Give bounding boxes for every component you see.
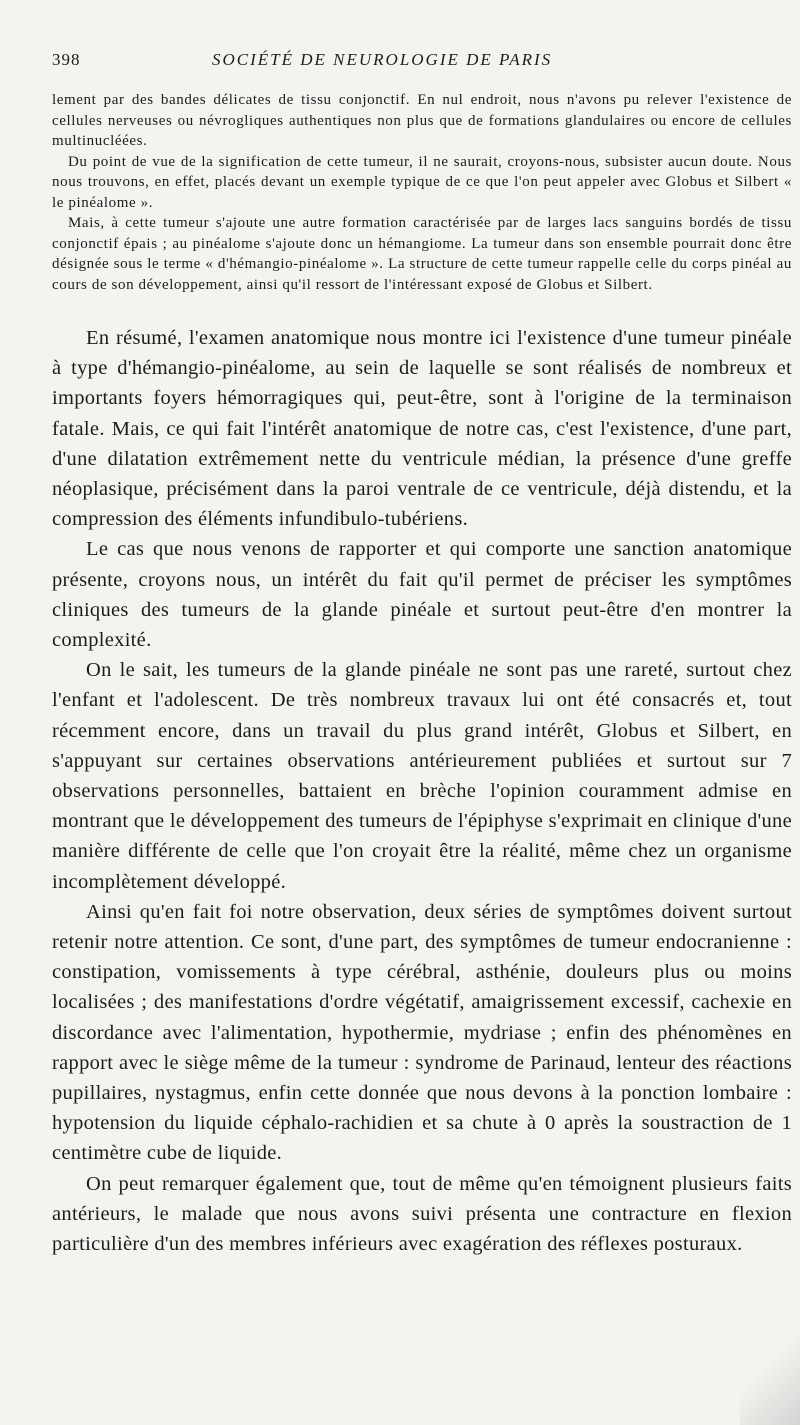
page-corner-shadow [740, 1275, 800, 1425]
page-header [52, 50, 792, 90]
main-text-section [52, 323, 792, 1259]
main-paragraph: Ainsi qu'en fait foi notre observation, deux séries de symptômes doivent surtout retenir notre attention. Ce sont, d'une part, des symptômes de tumeur endocranienne : constipation, vomissements à type cérébral, asthénie, douleurs plus ou moins localisées ; des manifestations d'ordre végétatif, amaigrissement excessif, cachexie en discordance avec l'alimentation, hypothermie, mydriase ; enfin des phénomènes en rapport avec le siège même de la tumeur : syndrome de Parinaud, lenteur des réactions pupillaires, nystagmus, enfin cette donnée que nous devons à la ponction lombaire : hypotension du liquide céphalo-rachidien et sa chute à 0 après la soustraction de 1 centimètre cube de liquide. [52, 900, 792, 1165]
small-paragraph: Du point de vue de la signification de cette tumeur, il ne saurait, croyons-nous, subsister aucun doute. Nous nous trouvons, en effet, placés devant un exemple typique de ce que l'on peut appeler avec Globus et Silbert « le pinéalome ». [52, 153, 792, 211]
small-print-section [52, 90, 792, 295]
small-paragraph: lement par des bandes délicates de tissu conjonctif. En nul endroit, nous n'avons pu relever l'existence de cellules nerveuses ou névrogliques authentiques non plus que de formations glandulaires ou encore de cellules multinucléées. [52, 92, 792, 149]
page-number: 398 [52, 50, 81, 69]
small-paragraph: Mais, à cette tumeur s'ajoute une autre formation caractérisée par de larges lacs sanguins bordés de tissu conjonctif épais ; au pinéalome s'ajoute donc un hémangiome. La tumeur dans son ensemble pourrait donc être désignée sous le terme « d'hémangio-pinéalome ». La structure de cette tumeur rappelle celle du corps pinéal au cours de son développement, ainsi qu'il ressort de l'intéressant exposé de Globus et Silbert. [52, 215, 792, 293]
main-paragraph: En résumé, l'examen anatomique nous montre ici l'existence d'une tumeur pinéale à type d'hémangio-pinéalome, au sein de laquelle se sont réalisés de nombreux et importants foyers hémorragiques qui, peut-être, sont à l'origine de la terminaison fatale. Mais, ce qui fait l'intérêt anatomique de notre cas, c'est l'existence, d'une part, d'une dilatation extrêmement nette du ventricule médian, la présence d'une greffe néoplasique, précisément dans la paroi ventrale de ce ventricule, déjà distendu, et la compression des éléments infundibulo-tubériens. [52, 327, 792, 531]
main-paragraph: On peut remarquer également que, tout de même qu'en témoignent plusieurs faits antérieurs, le malade que nous avons suivi présenta une contracture en flexion particulière d'un des membres inférieurs avec exagération des réflexes posturaux. [52, 1172, 792, 1256]
main-paragraph: Le cas que nous venons de rapporter et qui comporte une sanction anatomique présente, croyons nous, un intérêt du fait qu'il permet de préciser les symptômes cliniques des tumeurs de la glande pinéale et surtout peut-être d'en montrer la complexité. [52, 538, 792, 652]
main-paragraph: On le sait, les tumeurs de la glande pinéale ne sont pas une rareté, surtout chez l'enfant et l'adolescent. De très nombreux travaux lui ont été consacrés et, tout récemment encore, dans un travail du plus grand intérêt, Globus et Silbert, en s'appuyant sur certaines observations antérieurement publiées et surtout sur 7 observations personnelles, battaient en brèche l'opinion couramment admise en montrant que le développement des tumeurs de l'épiphyse s'exprimait en clinique d'une manière différente de celle que l'on croyait être la réalité, même chez un organisme incomplètement développé. [52, 659, 792, 893]
running-title: SOCIÉTÉ DE NEUROLOGIE DE PARIS [212, 50, 553, 69]
page-content [52, 50, 792, 1259]
